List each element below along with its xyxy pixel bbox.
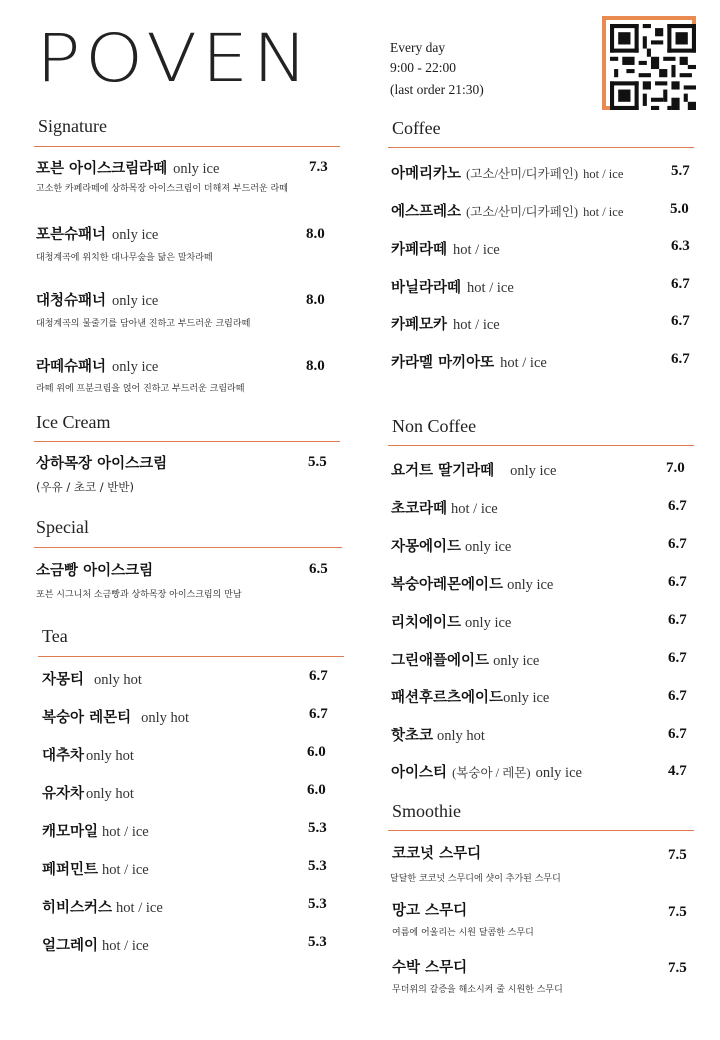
item-name: 자몽에이드: [391, 539, 462, 555]
item-name: 그린애플에이드: [391, 653, 490, 669]
hours-days: Every day: [390, 40, 446, 55]
item-name: 초코라떼: [391, 501, 448, 517]
item-name: 포븐 아이스크림라떼: [36, 161, 168, 177]
item-option: only ice: [112, 227, 159, 243]
item-description: 대청계곡의 물줄기를 담아낸 진하고 부드러운 크림라떼: [36, 319, 251, 329]
item-name: 코코넛 스무디: [392, 846, 482, 862]
item-price: 5.3: [308, 820, 327, 836]
item-option: only ice: [173, 161, 220, 177]
menu-item[interactable]: [42, 820, 149, 841]
item-option: hot / ice: [451, 501, 498, 517]
item-price: 7.3: [309, 159, 328, 175]
item-name: 대추차: [42, 748, 85, 764]
menu-item[interactable]: [391, 238, 500, 259]
item-price: 5.0: [670, 201, 689, 217]
item-price: 6.7: [668, 574, 687, 590]
item-price: 5.3: [308, 858, 327, 874]
item-note: (고소/산미/디카페인): [466, 205, 579, 219]
item-price: 6.7: [668, 650, 687, 666]
menu-item[interactable]: [36, 223, 158, 244]
item-price: 5.3: [308, 934, 327, 950]
item-price: 6.7: [668, 688, 687, 704]
item-price: 6.7: [668, 536, 687, 552]
item-option: hot / ice: [500, 355, 547, 371]
item-description: 포븐 시그니처 소금빵과 상하목장 아이스크림의 만남: [36, 590, 242, 600]
item-name: 망고 스무디: [392, 903, 468, 919]
hours-last-order: (last order 21:30): [390, 82, 484, 97]
item-name: 얼그레이: [42, 938, 99, 954]
item-option: only ice: [112, 359, 159, 375]
item-price: 6.7: [671, 276, 690, 292]
divider: [388, 830, 694, 831]
item-option: hot / ice: [583, 205, 624, 219]
item-option: hot / ice: [467, 280, 514, 296]
menu-item[interactable]: [391, 649, 539, 670]
section-title-tea: Tea: [42, 626, 68, 646]
item-description: 대청계곡에 위치한 대나무숲을 닮은 말차라떼: [36, 253, 213, 263]
menu-item[interactable]: [42, 706, 189, 727]
section-title-smoothie: Smoothie: [392, 801, 462, 821]
item-name: 패션후르츠에이드: [391, 690, 504, 706]
item-option: only ice: [493, 653, 540, 669]
item-name: 포븐슈패너: [36, 227, 107, 243]
item-name: 복숭아레몬에이드: [391, 577, 504, 593]
menu-item[interactable]: [42, 858, 149, 879]
item-price: 7.5: [668, 960, 687, 976]
item-option: hot / ice: [116, 900, 163, 916]
item-price: 6.7: [668, 726, 687, 742]
item-description: 여름에 어울리는 시원 달콤한 스무디: [392, 928, 534, 938]
menu-item[interactable]: [391, 761, 582, 782]
item-name: 카라멜 마끼아또: [391, 355, 495, 371]
menu-item[interactable]: [42, 896, 163, 917]
item-option: only hot: [141, 710, 190, 726]
item-option: only ice: [507, 577, 554, 593]
qr-code[interactable]: [602, 16, 696, 110]
section-title-coffee: Coffee: [392, 118, 441, 138]
item-description: 고소한 카페라떼에 상하목장 아이스크림이 더해져 부드러운 라떼: [36, 184, 288, 194]
item-option: hot / ice: [453, 317, 500, 333]
item-name: 아이스티: [391, 765, 448, 781]
item-price: 6.0: [307, 782, 326, 798]
menu-item[interactable]: [36, 289, 158, 310]
item-price: 8.0: [306, 226, 325, 242]
menu-item[interactable]: [392, 842, 481, 863]
item-option: only hot: [86, 748, 134, 764]
item-option: hot / ice: [102, 862, 149, 878]
item-name: 에스프레소: [391, 204, 462, 220]
item-description: 라떼 위에 프분크림을 얹어 진하고 부드러운 크림라떼: [36, 384, 245, 394]
item-name: 아메리카노: [391, 166, 462, 182]
item-price: 6.5: [309, 561, 328, 577]
item-option: hot / ice: [583, 167, 624, 181]
item-name: 히비스커스: [42, 900, 113, 916]
divider: [38, 656, 344, 657]
menu-item[interactable]: [36, 157, 219, 178]
item-name: 자몽티: [42, 672, 85, 688]
menu-item[interactable]: [391, 573, 553, 594]
item-price: 7.0: [666, 460, 685, 476]
item-price: 7.5: [668, 904, 687, 920]
menu-item[interactable]: [392, 899, 467, 920]
item-name: 상하목장 아이스크림: [36, 456, 168, 472]
menu-item[interactable]: [42, 668, 142, 689]
item-option: only hot: [94, 672, 142, 688]
item-option: hot / ice: [453, 242, 500, 258]
divider: [388, 445, 694, 446]
item-name: 복숭아 레몬티: [42, 710, 132, 726]
item-name: 라떼슈패너: [36, 359, 107, 375]
menu-item[interactable]: [391, 686, 549, 707]
menu-item[interactable]: [392, 956, 467, 977]
item-option: only ice: [465, 539, 512, 555]
hours-time: 9:00 - 22:00: [390, 60, 456, 75]
item-flavors: (우유 / 초코 / 반반): [36, 480, 134, 494]
menu-item[interactable]: [391, 535, 511, 556]
item-option: only ice: [510, 463, 557, 479]
item-price: 5.5: [308, 454, 327, 470]
section-title-signature: Signature: [38, 116, 107, 136]
item-price: 6.7: [668, 612, 687, 628]
item-price: 6.7: [668, 498, 687, 514]
item-price: 6.7: [309, 706, 328, 722]
item-name: 리치에이드: [391, 615, 462, 631]
menu-item[interactable]: [42, 934, 149, 955]
divider: [34, 441, 340, 442]
menu-item[interactable]: [391, 497, 498, 518]
menu-item[interactable]: [391, 200, 623, 221]
item-name: 카페라떼: [391, 242, 448, 258]
item-name: 페퍼민트: [42, 862, 99, 878]
section-title-special: Special: [36, 517, 89, 537]
item-option: only hot: [86, 786, 134, 802]
item-price: 8.0: [306, 292, 325, 308]
item-price: 7.5: [668, 847, 687, 863]
item-name: 요거트 딸기라떼: [391, 463, 495, 479]
menu-item[interactable]: [391, 459, 556, 480]
item-option: only ice: [503, 690, 550, 706]
item-price: 6.3: [671, 238, 690, 254]
item-name: 카페모카: [391, 317, 448, 333]
item-name: 바닐라라떼: [391, 280, 462, 296]
divider: [34, 547, 342, 548]
item-name: 소금빵 아이스크림: [36, 563, 154, 579]
menu-item[interactable]: [391, 724, 485, 745]
item-option: hot / ice: [102, 938, 149, 954]
item-name: 수박 스무디: [392, 960, 468, 976]
divider: [388, 147, 694, 148]
divider: [34, 146, 340, 147]
item-price: 6.7: [309, 668, 328, 684]
item-option: only ice: [112, 293, 159, 309]
menu-item[interactable]: [42, 782, 134, 803]
item-price: 6.7: [671, 313, 690, 329]
menu-item[interactable]: [391, 313, 500, 334]
qr-code-icon: [610, 24, 696, 110]
opening-hours: [390, 38, 484, 100]
item-price: 8.0: [306, 358, 325, 374]
item-name: 캐모마일: [42, 824, 99, 840]
menu-item[interactable]: [42, 744, 134, 765]
item-price: 4.7: [668, 763, 687, 779]
section-title-ice-cream: Ice Cream: [36, 412, 111, 432]
item-price: 5.3: [308, 896, 327, 912]
section-title-non-coffee: Non Coffee: [392, 416, 477, 436]
item-option: only ice: [465, 615, 512, 631]
brand-logo: POVEN: [36, 20, 313, 97]
item-note: (복숭아 / 레몬): [452, 766, 531, 780]
menu-item[interactable]: [391, 611, 511, 632]
item-price: 6.7: [671, 351, 690, 367]
item-option: only hot: [437, 728, 485, 744]
menu-item[interactable]: [391, 276, 514, 297]
item-name: 핫초코: [391, 728, 434, 744]
item-price: 6.0: [307, 744, 326, 760]
item-option: only ice: [535, 765, 582, 781]
item-description: 달달한 코코넛 스무디에 샷이 추가된 스무디: [390, 874, 561, 884]
menu-item[interactable]: [391, 351, 547, 372]
menu-item[interactable]: [391, 162, 623, 183]
menu-item[interactable]: [36, 559, 153, 580]
menu-item[interactable]: [36, 452, 167, 473]
item-description: 무더위의 갈증을 해소시켜 줄 시원한 스무디: [392, 985, 563, 995]
item-price: 5.7: [671, 163, 690, 179]
item-option: hot / ice: [102, 824, 149, 840]
item-name: 대청슈패너: [36, 293, 107, 309]
item-name: 유자차: [42, 786, 85, 802]
menu-item[interactable]: [36, 355, 158, 376]
item-note: (고소/산미/디카페인): [466, 167, 579, 181]
